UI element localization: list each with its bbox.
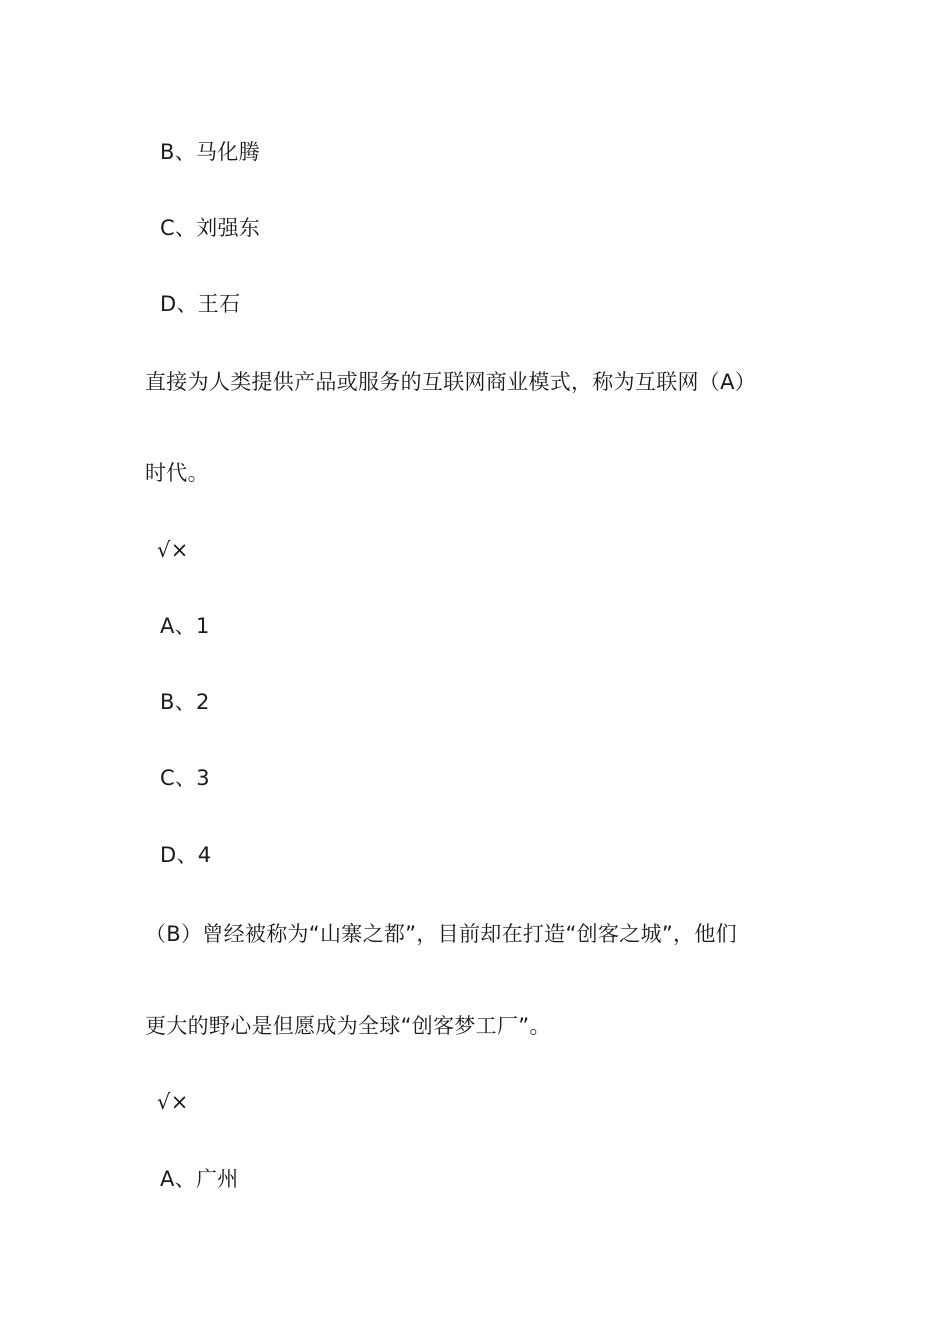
option-d: D、4 <box>160 843 212 867</box>
cross-mark-icon: × <box>170 538 189 562</box>
check-mark-icon: √ <box>157 538 171 562</box>
option-b: B、2 <box>160 690 210 714</box>
question-text-line-2: 时代。 <box>145 461 209 485</box>
check-mark-icon: √ <box>157 1090 171 1114</box>
true-false-marks <box>157 1088 189 1116</box>
question-text-line-1: 直接为人类提供产品或服务的互联网商业模式，称为互联网（A） <box>145 370 757 394</box>
question-text-line-1: （B）曾经被称为“山寨之都”，目前却在打造“创客之城”，他们 <box>145 922 737 946</box>
option-b: B、马化腾 <box>160 140 260 164</box>
cross-mark-icon: × <box>170 1090 189 1114</box>
option-c: C、刘强东 <box>160 216 261 240</box>
option-c: C、3 <box>160 766 210 790</box>
option-d: D、王石 <box>160 292 241 316</box>
option-a: A、广州 <box>160 1167 239 1191</box>
question-text-line-2: 更大的野心是但愿成为全球“创客梦工厂”。 <box>145 1014 551 1038</box>
true-false-marks <box>157 536 189 564</box>
option-a: A、1 <box>160 614 210 638</box>
